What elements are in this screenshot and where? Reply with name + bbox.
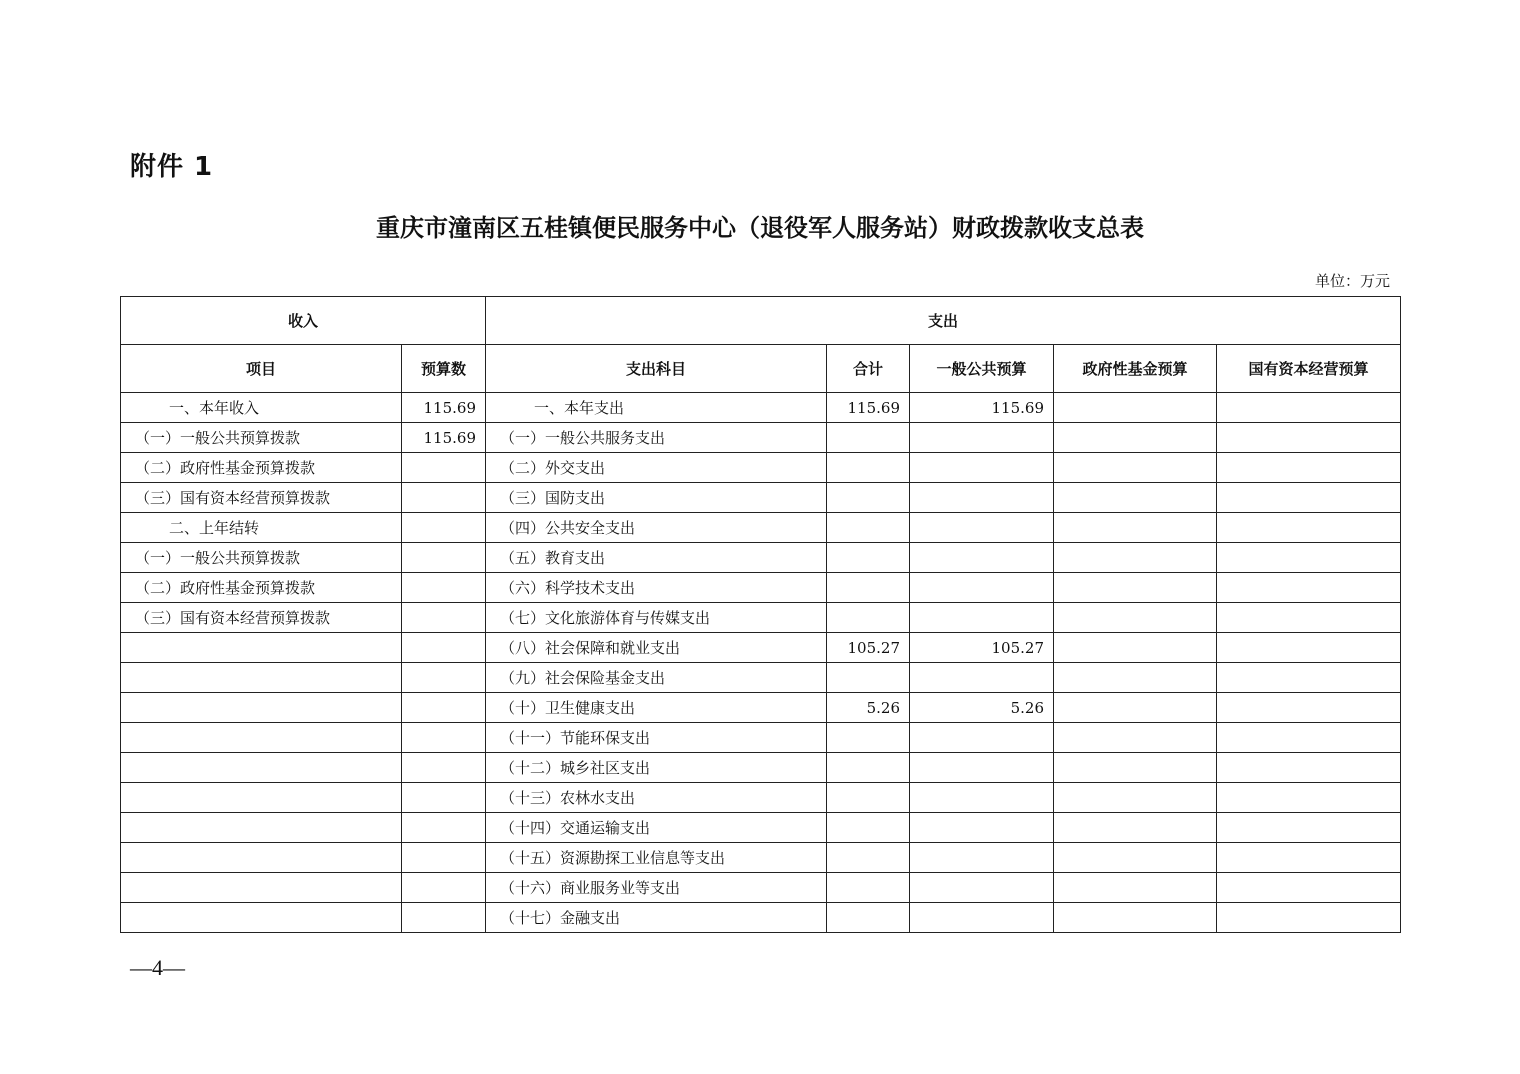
government-fund-budget-cell: [1054, 453, 1217, 483]
column-header-budget: 预算数: [402, 345, 486, 393]
income-budget-cell: [402, 873, 486, 903]
expense-subject-cell: （九）社会保险基金支出: [486, 663, 827, 693]
income-budget-cell: [402, 453, 486, 483]
expense-subject-cell: （三）国防支出: [486, 483, 827, 513]
state-capital-budget-cell: [1217, 843, 1401, 873]
table-row: [121, 753, 1401, 783]
income-item-cell: [121, 903, 402, 933]
table-row: [121, 783, 1401, 813]
income-budget-cell: [402, 843, 486, 873]
state-capital-budget-cell: [1217, 723, 1401, 753]
expense-subject-cell: （二）外交支出: [486, 453, 827, 483]
general-public-budget-cell: [910, 783, 1054, 813]
group-header-row: [121, 297, 1401, 345]
general-public-budget-cell: [910, 873, 1054, 903]
expense-subject-cell: （十七）金融支出: [486, 903, 827, 933]
expense-total-cell: [827, 573, 910, 603]
expense-total-cell: [827, 903, 910, 933]
table-row: [121, 573, 1401, 603]
general-public-budget-cell: [910, 573, 1054, 603]
state-capital-budget-cell: [1217, 633, 1401, 663]
income-item-cell: 二、上年结转: [121, 513, 402, 543]
expense-subject-cell: （十）卫生健康支出: [486, 693, 827, 723]
income-budget-cell: [402, 813, 486, 843]
income-budget-cell: [402, 693, 486, 723]
column-header-general-public-budget: 一般公共预算: [910, 345, 1054, 393]
government-fund-budget-cell: [1054, 573, 1217, 603]
column-header-state-capital-budget: 国有资本经营预算: [1217, 345, 1401, 393]
general-public-budget-cell: [910, 423, 1054, 453]
general-public-budget-cell: [910, 753, 1054, 783]
general-public-budget-cell: [910, 723, 1054, 753]
expense-subject-cell: （十一）节能环保支出: [486, 723, 827, 753]
state-capital-budget-cell: [1217, 513, 1401, 543]
income-item-cell: （二）政府性基金预算拨款: [121, 573, 402, 603]
government-fund-budget-cell: [1054, 903, 1217, 933]
income-budget-cell: [402, 783, 486, 813]
general-public-budget-cell: [910, 453, 1054, 483]
state-capital-budget-cell: [1217, 873, 1401, 903]
expense-total-cell: [827, 423, 910, 453]
general-public-budget-cell: [910, 543, 1054, 573]
table-row: [121, 843, 1401, 873]
expense-subject-cell: （六）科学技术支出: [486, 573, 827, 603]
government-fund-budget-cell: [1054, 813, 1217, 843]
government-fund-budget-cell: [1054, 693, 1217, 723]
general-public-budget-cell: [910, 663, 1054, 693]
government-fund-budget-cell: [1054, 783, 1217, 813]
general-public-budget-cell: [910, 483, 1054, 513]
expense-subject-cell: （一）一般公共服务支出: [486, 423, 827, 453]
general-public-budget-cell: [910, 513, 1054, 543]
column-header-item: 项目: [121, 345, 402, 393]
government-fund-budget-cell: [1054, 543, 1217, 573]
general-public-budget-cell: [910, 843, 1054, 873]
income-budget-cell: 115.69: [402, 423, 486, 453]
income-budget-cell: [402, 723, 486, 753]
expense-subject-cell: （七）文化旅游体育与传媒支出: [486, 603, 827, 633]
income-item-cell: （三）国有资本经营预算拨款: [121, 603, 402, 633]
table-row: [121, 663, 1401, 693]
expense-total-cell: [827, 783, 910, 813]
table-row: [121, 873, 1401, 903]
expense-total-cell: [827, 753, 910, 783]
column-header-expense-subject: 支出科目: [486, 345, 827, 393]
state-capital-budget-cell: [1217, 753, 1401, 783]
expense-subject-cell: （十六）商业服务业等支出: [486, 873, 827, 903]
income-item-cell: [121, 873, 402, 903]
budget-summary-table: [120, 296, 1401, 933]
income-budget-cell: [402, 573, 486, 603]
state-capital-budget-cell: [1217, 813, 1401, 843]
table-row: [121, 543, 1401, 573]
income-budget-cell: [402, 483, 486, 513]
column-header-total: 合计: [827, 345, 910, 393]
state-capital-budget-cell: [1217, 483, 1401, 513]
column-header-row: [121, 345, 1401, 393]
government-fund-budget-cell: [1054, 423, 1217, 453]
table-row: [121, 393, 1401, 423]
expense-subject-cell: （十四）交通运输支出: [486, 813, 827, 843]
state-capital-budget-cell: [1217, 423, 1401, 453]
government-fund-budget-cell: [1054, 393, 1217, 423]
table-row: [121, 513, 1401, 543]
expense-subject-cell: （十二）城乡社区支出: [486, 753, 827, 783]
table-row: [121, 483, 1401, 513]
column-header-government-fund-budget: 政府性基金预算: [1054, 345, 1217, 393]
income-item-cell: [121, 783, 402, 813]
table-row: [121, 633, 1401, 663]
general-public-budget-cell: 115.69: [910, 393, 1054, 423]
income-budget-cell: [402, 663, 486, 693]
attachment-label: 附件 1: [130, 152, 214, 182]
income-item-cell: [121, 753, 402, 783]
document-title: 重庆市潼南区五桂镇便民服务中心（退役军人服务站）财政拨款收支总表: [376, 214, 1144, 242]
table-row: [121, 693, 1401, 723]
income-group-header: 收入: [121, 297, 486, 345]
government-fund-budget-cell: [1054, 663, 1217, 693]
income-budget-cell: [402, 903, 486, 933]
state-capital-budget-cell: [1217, 903, 1401, 933]
government-fund-budget-cell: [1054, 513, 1217, 543]
government-fund-budget-cell: [1054, 723, 1217, 753]
table-row: [121, 423, 1401, 453]
table-row: [121, 813, 1401, 843]
expense-total-cell: 105.27: [827, 633, 910, 663]
expense-total-cell: [827, 813, 910, 843]
expense-subject-cell: 一、本年支出: [486, 393, 827, 423]
income-budget-cell: [402, 753, 486, 783]
income-item-cell: [121, 723, 402, 753]
income-item-cell: [121, 843, 402, 873]
state-capital-budget-cell: [1217, 453, 1401, 483]
expense-subject-cell: （十五）资源勘探工业信息等支出: [486, 843, 827, 873]
income-budget-cell: [402, 603, 486, 633]
general-public-budget-cell: [910, 813, 1054, 843]
table-row: [121, 453, 1401, 483]
expense-total-cell: [827, 723, 910, 753]
general-public-budget-cell: [910, 903, 1054, 933]
expense-group-header: 支出: [486, 297, 1401, 345]
government-fund-budget-cell: [1054, 603, 1217, 633]
income-item-cell: （二）政府性基金预算拨款: [121, 453, 402, 483]
state-capital-budget-cell: [1217, 603, 1401, 633]
state-capital-budget-cell: [1217, 663, 1401, 693]
unit-label: 单位：万元: [1314, 272, 1390, 290]
state-capital-budget-cell: [1217, 573, 1401, 603]
government-fund-budget-cell: [1054, 873, 1217, 903]
expense-subject-cell: （五）教育支出: [486, 543, 827, 573]
income-budget-cell: 115.69: [402, 393, 486, 423]
expense-total-cell: [827, 513, 910, 543]
state-capital-budget-cell: [1217, 693, 1401, 723]
expense-total-cell: [827, 453, 910, 483]
page-number: —4—: [130, 955, 185, 980]
state-capital-budget-cell: [1217, 783, 1401, 813]
table-row: [121, 903, 1401, 933]
state-capital-budget-cell: [1217, 543, 1401, 573]
expense-total-cell: [827, 843, 910, 873]
expense-subject-cell: （八）社会保障和就业支出: [486, 633, 827, 663]
income-item-cell: 一、本年收入: [121, 393, 402, 423]
expense-total-cell: 115.69: [827, 393, 910, 423]
income-item-cell: [121, 633, 402, 663]
government-fund-budget-cell: [1054, 483, 1217, 513]
table-row: [121, 603, 1401, 633]
expense-total-cell: [827, 483, 910, 513]
expense-subject-cell: （四）公共安全支出: [486, 513, 827, 543]
government-fund-budget-cell: [1054, 753, 1217, 783]
general-public-budget-cell: 105.27: [910, 633, 1054, 663]
expense-subject-cell: （十三）农林水支出: [486, 783, 827, 813]
expense-total-cell: [827, 873, 910, 903]
income-budget-cell: [402, 543, 486, 573]
income-item-cell: （一）一般公共预算拨款: [121, 423, 402, 453]
expense-total-cell: 5.26: [827, 693, 910, 723]
income-budget-cell: [402, 633, 486, 663]
government-fund-budget-cell: [1054, 843, 1217, 873]
income-budget-cell: [402, 513, 486, 543]
income-item-cell: [121, 663, 402, 693]
income-item-cell: [121, 813, 402, 843]
general-public-budget-cell: [910, 603, 1054, 633]
state-capital-budget-cell: [1217, 393, 1401, 423]
income-item-cell: [121, 693, 402, 723]
income-item-cell: （三）国有资本经营预算拨款: [121, 483, 402, 513]
expense-total-cell: [827, 543, 910, 573]
general-public-budget-cell: 5.26: [910, 693, 1054, 723]
table-row: [121, 723, 1401, 753]
income-item-cell: （一）一般公共预算拨款: [121, 543, 402, 573]
expense-total-cell: [827, 663, 910, 693]
expense-total-cell: [827, 603, 910, 633]
government-fund-budget-cell: [1054, 633, 1217, 663]
